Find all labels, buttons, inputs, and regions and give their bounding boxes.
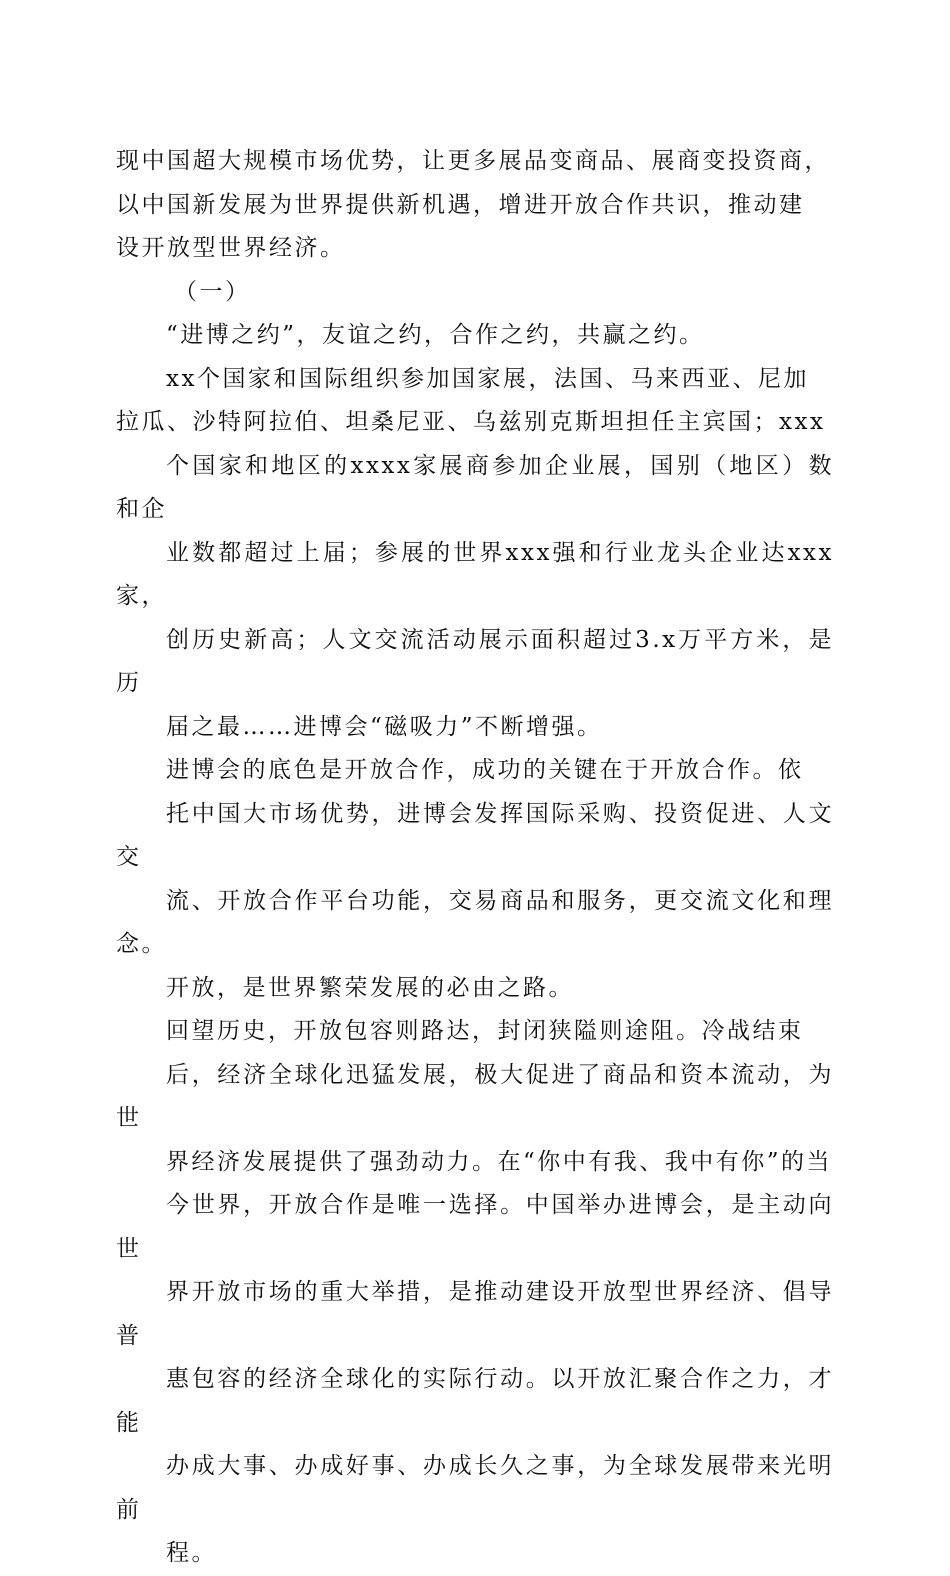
text-line: 开放，是世界繁荣发展的必由之路。 xyxy=(166,974,574,1001)
text-line: 托中国大市场优势，进博会发挥国际采购、投资促进、人文交 xyxy=(116,800,834,870)
paragraph-openness-path xyxy=(116,967,834,1011)
paragraph-jinbo-promise xyxy=(116,314,834,358)
text-line: （一） xyxy=(174,278,251,305)
text-line: 后，经济全球化迅猛发展，极大促进了商品和资本流动，为世 xyxy=(116,1061,834,1131)
paragraph-open-cooperation xyxy=(116,749,834,967)
text-line: 今世界，开放合作是唯一选择。中国举办进博会，是主动向世 xyxy=(116,1192,834,1262)
text-line: 设开放型世界经济。 xyxy=(116,235,346,261)
text-line: 进博会的底色是开放合作，成功的关键在于开放合作。依 xyxy=(166,757,804,783)
text-line: 业数都超过上届；参展的世界xxx强和行业龙头企业达xxx家， xyxy=(116,539,834,609)
text-line: 流、开放合作平台功能，交易商品和服务，更交流文化和理念。 xyxy=(116,887,834,957)
text-line: 拉瓜、沙特阿拉伯、坦桑尼亚、乌兹别克斯坦担任主宾国；xxx xyxy=(116,409,826,435)
text-line: 以中国新发展为世界提供新机遇，增进开放合作共识，推动建 xyxy=(116,191,805,218)
text-line: 现中国超大规模市场优势，让更多展品变商品、展商变投资商， xyxy=(116,148,830,174)
text-line: 程。 xyxy=(166,1540,217,1566)
paragraph-history xyxy=(116,1010,834,1576)
text-line: 办成大事、办成好事、办成长久之事，为全球发展带来光明前 xyxy=(116,1453,834,1523)
text-line: 回望历史，开放包容则路达，封闭狭隘则途阻。冷战结束 xyxy=(166,1018,804,1044)
text-line: 创历史新高；人文交流活动展示面积超过3.x万平方米，是历 xyxy=(116,626,834,696)
text-line: 界开放市场的重大举措，是推动建设开放型世界经济、倡导普 xyxy=(116,1279,834,1349)
section-heading xyxy=(116,271,834,315)
text-line: 个国家和地区的xxxx家展商参加企业展，国别（地区）数和企 xyxy=(116,452,834,522)
document-page xyxy=(116,140,834,1576)
paragraph-participants xyxy=(116,358,834,750)
paragraph-continuation xyxy=(116,140,834,271)
text-line: “进博之约”，友谊之约，合作之约，共赢之约。 xyxy=(166,322,705,348)
text-line: 界经济发展提供了强劲动力。在“你中有我、我中有你”的当 xyxy=(166,1148,833,1175)
text-line: 惠包容的经济全球化的实际行动。以开放汇聚合作之力，才能 xyxy=(116,1366,834,1436)
text-line: 届之最……进博会“磁吸力”不断增强。 xyxy=(166,713,603,740)
text-line: xx个国家和国际组织参加国家展，法国、马来西亚、尼加 xyxy=(166,365,809,392)
